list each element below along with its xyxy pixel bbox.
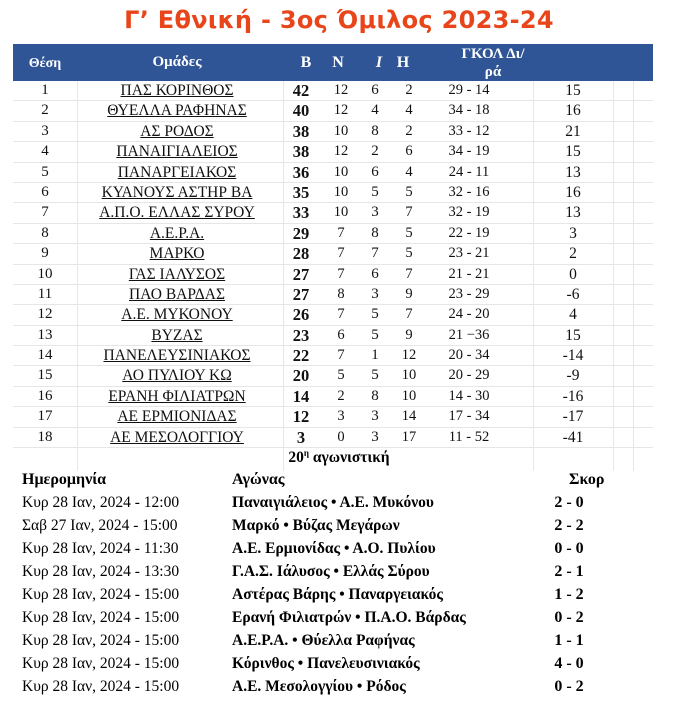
team-cell: ΠΑΝΑΙΓΙΑΛΕΙΟΣ [116, 143, 238, 161]
team-cell: ΓΑΣ ΙΑΛΥΣΟΣ [128, 265, 226, 283]
team-cell: ΜΑΡΚΟ [149, 245, 205, 263]
goals-cell: 34 - 19 [448, 143, 490, 160]
rank-cell: 4 [41, 143, 49, 160]
goals-cell: 22 - 19 [448, 224, 490, 241]
table-row [13, 81, 653, 101]
match-row [22, 539, 662, 562]
rank-cell: 5 [41, 163, 49, 180]
matches-body [22, 493, 662, 700]
rank-cell: 8 [41, 224, 49, 241]
column-divider [283, 81, 284, 471]
match-row [22, 516, 662, 539]
diff-cell: 15 [565, 326, 581, 344]
points-cell: 33 [292, 203, 310, 223]
standings-header [13, 44, 653, 81]
points-cell: 36 [292, 162, 310, 182]
wins-cell: 7 [337, 347, 345, 364]
losses-cell: 6 [405, 143, 413, 160]
match-score: 0 - 2 [554, 678, 584, 695]
draws-cell: 4 [371, 102, 379, 119]
team-cell: ΕΡΑΝΗ ΦΙΛΙΑΤΡΩΝ [108, 387, 246, 405]
table-row [13, 183, 653, 203]
losses-cell: 17 [401, 428, 417, 445]
match-date: Κυρ 28 Ιαν, 2024 - 12:00 [22, 494, 180, 511]
wins-cell: 5 [337, 367, 345, 384]
rank-cell: 13 [37, 326, 53, 343]
table-row [13, 122, 653, 142]
goals-cell: 32 - 19 [448, 204, 490, 221]
goals-cell: 11 - 52 [448, 428, 490, 445]
goals-cell: 20 - 34 [448, 347, 490, 364]
points-cell: 20 [292, 366, 310, 386]
losses-cell: 10 [401, 367, 417, 384]
table-row [13, 285, 653, 305]
match-row [22, 631, 662, 654]
rank-cell: 16 [37, 387, 53, 404]
points-cell: 38 [292, 142, 310, 162]
diff-cell: -6 [566, 285, 580, 303]
match-score: 2 - 1 [554, 563, 584, 580]
match-game: Γ.Α.Σ. Ιάλυσος • Ελλάς Σύρου [232, 563, 430, 580]
match-score: 0 - 2 [554, 609, 584, 626]
wins-cell: 12 [333, 102, 349, 119]
match-game: Α.Ε. Μεσολογγίου • Ρόδος [232, 678, 406, 695]
match-game: Α.Ε. Ερμιονίδας • Α.Ο. Πυλίου [232, 540, 436, 557]
losses-cell: 7 [405, 204, 413, 221]
goals-cell: 24 - 20 [448, 306, 490, 323]
rank-cell: 6 [41, 183, 49, 200]
header-losses: Η [396, 54, 410, 71]
table-row [13, 407, 653, 427]
goals-cell: 32 - 16 [448, 183, 490, 200]
rank-cell: 10 [37, 265, 53, 282]
rank-cell: 7 [41, 204, 49, 221]
draws-cell: 6 [371, 265, 379, 282]
wins-cell: 8 [337, 285, 345, 302]
wins-cell: 10 [333, 204, 349, 221]
round-superscript: η [303, 448, 309, 458]
losses-cell: 5 [405, 224, 413, 241]
match-date: Κυρ 28 Ιαν, 2024 - 15:00 [22, 609, 180, 626]
match-game: Κόρινθος • Πανελευσινιακός [232, 655, 420, 672]
goals-cell: 24 - 11 [448, 163, 490, 180]
points-cell: 26 [292, 305, 310, 325]
match-score: 1 - 2 [554, 586, 584, 603]
table-row [13, 305, 653, 325]
match-row [22, 562, 662, 585]
draws-cell: 6 [371, 82, 379, 98]
diff-cell: -16 [562, 387, 584, 405]
diff-cell: 21 [565, 122, 581, 140]
points-cell: 42 [292, 81, 310, 100]
draws-cell: 5 [371, 306, 379, 323]
match-score: 2 - 2 [554, 517, 584, 534]
match-row [22, 608, 662, 631]
table-row [13, 142, 653, 162]
diff-cell: -17 [562, 408, 584, 426]
wins-cell: 10 [333, 122, 349, 139]
header-goals-line1: ΓΚΟΛ Δι/ [461, 46, 525, 62]
goals-cell: 17 - 34 [448, 408, 490, 425]
wins-cell: 12 [333, 82, 349, 98]
match-row [22, 654, 662, 677]
rank-cell: 11 [37, 285, 53, 302]
wins-cell: 7 [337, 224, 345, 241]
match-date: Κυρ 28 Ιαν, 2024 - 15:00 [22, 655, 180, 672]
table-row [13, 163, 653, 183]
draws-cell: 7 [371, 245, 379, 262]
goals-cell: 23 - 29 [448, 285, 490, 302]
goals-cell: 23 - 21 [448, 245, 490, 262]
table-row [13, 265, 653, 285]
wins-cell: 0 [337, 428, 345, 445]
match-date: Κυρ 28 Ιαν, 2024 - 15:00 [22, 678, 180, 695]
losses-cell: 10 [401, 387, 417, 404]
diff-cell: 13 [565, 163, 581, 181]
losses-cell: 9 [405, 285, 413, 302]
header-date: Ημερομηνία [22, 471, 107, 488]
goals-cell: 21 −36 [448, 326, 490, 343]
rank-cell: 3 [41, 122, 49, 139]
team-cell: Α.Ε. ΜΥΚΟΝΟΥ [121, 306, 233, 324]
draws-cell: 3 [371, 204, 379, 221]
header-team: Ομάδες [152, 54, 202, 70]
header-draws: Ι [375, 54, 383, 71]
team-cell: ΑΣ ΡΟΔΟΣ [140, 122, 214, 140]
header-score: Σκορ [569, 471, 605, 488]
match-date: Σαβ 27 Ιαν, 2024 - 15:00 [22, 517, 178, 534]
match-score: 0 - 0 [554, 540, 584, 557]
points-cell: 3 [296, 427, 306, 447]
wins-cell: 6 [337, 326, 345, 343]
points-cell: 35 [292, 182, 310, 202]
table-row [13, 366, 653, 386]
match-date: Κυρ 28 Ιαν, 2024 - 13:30 [22, 563, 180, 580]
column-divider [613, 81, 614, 471]
matches-list [22, 470, 662, 700]
header-goals [433, 45, 553, 81]
team-cell: ΑΕ ΕΡΜΙΟΝΙΔΑΣ [117, 408, 237, 426]
draws-cell: 5 [371, 183, 379, 200]
losses-cell: 7 [405, 265, 413, 282]
points-cell: 38 [292, 121, 310, 141]
losses-cell: 9 [405, 326, 413, 343]
table-row [13, 224, 653, 244]
round-label: αγωνιστική [312, 449, 390, 467]
wins-cell: 7 [337, 265, 345, 282]
match-score: 2 - 0 [554, 494, 584, 511]
team-cell: Α.Π.Ο. ΕΛΛΑΣ ΣΥΡΟΥ [99, 204, 255, 222]
team-cell: Α.Ε.Ρ.Α. [149, 224, 205, 242]
losses-cell: 12 [401, 347, 417, 364]
draws-cell: 8 [371, 122, 379, 139]
rank-cell: 14 [37, 347, 53, 364]
column-divider [633, 81, 634, 471]
rank-cell: 9 [41, 245, 49, 262]
losses-cell: 5 [405, 183, 413, 200]
team-cell: ΠΑΟ ΒΑΡΔΑΣ [129, 285, 225, 303]
draws-cell: 6 [371, 163, 379, 180]
draws-cell: 3 [371, 428, 379, 445]
table-row [13, 346, 653, 366]
table-row [13, 244, 653, 264]
points-cell: 23 [292, 325, 310, 345]
rank-cell: 2 [41, 102, 49, 119]
round-title [0, 448, 678, 467]
points-cell: 27 [292, 264, 310, 284]
wins-cell: 7 [337, 306, 345, 323]
draws-cell: 8 [371, 387, 379, 404]
match-game: Ερανή Φιλιατρών • Π.Α.Ο. Βάρδας [232, 609, 466, 626]
rank-cell: 18 [37, 428, 53, 445]
match-date: Κυρ 28 Ιαν, 2024 - 11:30 [22, 540, 179, 557]
rank-cell: 1 [41, 82, 49, 98]
goals-cell: 33 - 12 [448, 122, 490, 139]
goals-cell: 29 - 14 [448, 82, 490, 98]
team-cell: ΠΑΣ ΚΟΡΙΝΘΟΣ [120, 82, 234, 99]
match-game: Μαρκό • Βύζας Μεγάρων [232, 517, 400, 534]
column-divider [77, 81, 78, 471]
diff-cell: 0 [569, 265, 577, 283]
draws-cell: 5 [371, 367, 379, 384]
match-game: Παναιγιάλειος • Α.Ε. Μυκόνου [232, 494, 434, 511]
points-cell: 28 [292, 244, 310, 264]
header-goals-line2: ρά [484, 64, 502, 80]
goals-cell: 21 - 21 [448, 265, 490, 282]
draws-cell: 1 [371, 347, 379, 364]
losses-cell: 14 [401, 408, 417, 425]
points-cell: 27 [292, 284, 310, 304]
diff-cell: 16 [565, 102, 581, 120]
rank-cell: 17 [37, 408, 53, 425]
diff-cell: 15 [565, 143, 581, 161]
diff-cell: 13 [565, 204, 581, 222]
header-points: Β [300, 54, 312, 71]
wins-cell: 10 [333, 183, 349, 200]
match-game: Α.Ε.Ρ.Α. • Θύελλα Ραφήνας [232, 632, 415, 649]
wins-cell: 2 [337, 387, 345, 404]
wins-cell: 12 [333, 143, 349, 160]
diff-cell: -14 [562, 347, 584, 365]
round-number: 20 [288, 449, 304, 467]
table-row [13, 428, 653, 448]
diff-cell: 4 [569, 306, 577, 324]
standings-table [13, 44, 653, 448]
team-cell: ΘΥΕΛΛΑ ΡΑΦΗΝΑΣ [107, 102, 247, 120]
points-cell: 22 [292, 346, 310, 366]
page-title: Γ’ Εθνική - 3ος Όμιλος 2023-24 [124, 6, 554, 34]
diff-cell: 2 [569, 245, 577, 263]
match-score: 4 - 0 [554, 655, 584, 672]
table-row [13, 203, 653, 223]
draws-cell: 3 [371, 408, 379, 425]
goals-cell: 14 - 30 [448, 387, 490, 404]
wins-cell: 7 [337, 245, 345, 262]
points-cell: 29 [292, 223, 310, 243]
losses-cell: 4 [405, 102, 413, 119]
team-cell: ΑΕ ΜΕΣΟΛΟΓΓΙΟΥ [110, 428, 244, 446]
losses-cell: 2 [405, 82, 413, 98]
match-game: Αστέρας Βάρης • Παναργειακός [232, 586, 443, 603]
diff-cell: -41 [562, 428, 584, 446]
team-cell: ΒΥΖΑΣ [151, 326, 203, 344]
matches-header [22, 470, 662, 493]
draws-cell: 5 [371, 326, 379, 343]
team-cell: ΚΥΑΝΟΥΣ ΑΣΤΗΡ ΒΑ [101, 183, 253, 201]
team-cell: ΠΑΝΑΡΓΕΙΑΚΟΣ [117, 163, 237, 181]
goals-cell: 20 - 29 [448, 367, 490, 384]
column-divider [533, 81, 534, 471]
goals-cell: 34 - 18 [448, 102, 490, 119]
team-cell: ΑΟ ΠΥΛΙΟΥ ΚΩ [122, 367, 232, 385]
match-date: Κυρ 28 Ιαν, 2024 - 15:00 [22, 586, 180, 603]
header-game: Αγώνας [232, 471, 285, 488]
standings-body [13, 81, 653, 448]
match-score: 1 - 1 [554, 632, 584, 649]
rank-cell: 15 [37, 367, 53, 384]
match-row [22, 493, 662, 516]
wins-cell: 10 [333, 163, 349, 180]
losses-cell: 4 [405, 163, 413, 180]
points-cell: 14 [292, 386, 310, 406]
diff-cell: -9 [566, 367, 580, 385]
match-row [22, 585, 662, 608]
diff-cell: 3 [569, 224, 577, 242]
draws-cell: 8 [371, 224, 379, 241]
table-row [13, 326, 653, 346]
draws-cell: 2 [371, 143, 379, 160]
points-cell: 40 [292, 101, 310, 121]
points-cell: 12 [292, 407, 310, 427]
rank-cell: 12 [37, 306, 53, 323]
team-cell: ΠΑΝΕΛΕΥΣΙΝΙΑΚΟΣ [103, 347, 251, 365]
diff-cell: 16 [565, 183, 581, 201]
diff-cell: 15 [565, 82, 581, 99]
losses-cell: 5 [405, 245, 413, 262]
table-row [13, 101, 653, 121]
draws-cell: 3 [371, 285, 379, 302]
header-rank: Θέση [28, 56, 62, 71]
header-wins: Ν [332, 54, 344, 71]
match-row [22, 677, 662, 700]
wins-cell: 3 [337, 408, 345, 425]
losses-cell: 7 [405, 306, 413, 323]
table-row [13, 387, 653, 407]
losses-cell: 2 [405, 122, 413, 139]
match-date: Κυρ 28 Ιαν, 2024 - 15:00 [22, 632, 180, 649]
